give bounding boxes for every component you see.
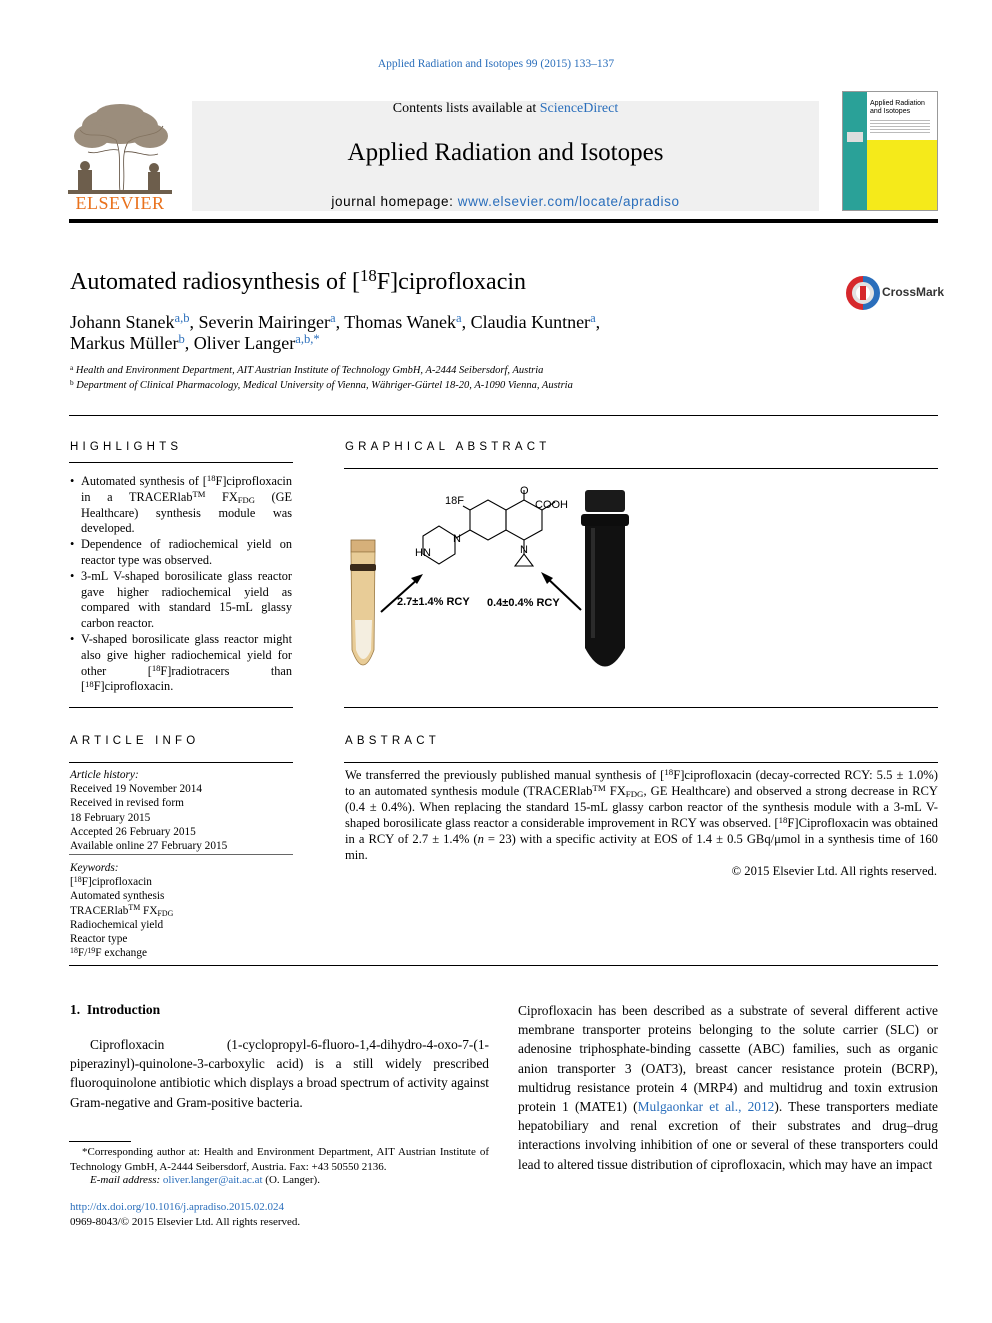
molecule-fluorine-label: 18F [445, 495, 464, 507]
footnote-rule [69, 1141, 131, 1142]
history-item: Accepted 26 February 2015 [70, 825, 196, 838]
keywords [70, 861, 292, 960]
graphical-abstract-heading: GRAPHICAL ABSTRACT [345, 441, 551, 453]
abstract-rule [344, 762, 938, 763]
elsevier-tree-icon [68, 100, 172, 194]
highlight-item: • Dependence of radiochemical yield on reactor type was observed. [70, 537, 292, 569]
molecule-hn-label: HN [415, 547, 431, 559]
header-rule [69, 219, 938, 223]
affiliation-a: $^a$ Health and Environment Department, AIT Austrian Institute of Technology GmbH, A-2444 Seibersdorf, Austria [70, 362, 544, 376]
highlight-item: • 3-mL V-shaped borosilicate glass reactor gave higher radiochemical yield as compared with standard 15-mL glassy carbon reactor. [70, 569, 292, 632]
keywords-label: Keywords: [70, 862, 119, 874]
highlights-heading: HIGHLIGHTS [70, 441, 183, 453]
author[interactable]: Johann Stanek$^{a,b}$, [70, 311, 199, 332]
history-item: Available online 27 February 2015 [70, 840, 228, 853]
author-line-1 [70, 312, 600, 333]
contents-prefix: Contents lists available at [392, 101, 540, 116]
highlight-item: • V-shaped borosilicate glass reactor might also give higher radiochemical yield for other [$^{18}$F]radiotracers than [$^{18}$F]ciprofloxacin. [70, 632, 292, 695]
email-line: E-mail address: oliver.langer@ait.ac.at (O. Langer). [90, 1174, 320, 1186]
homepage-line [192, 194, 819, 209]
glass-vial-image [350, 540, 376, 665]
journal-cover[interactable] [842, 91, 938, 211]
rcy-label-carbon: 0.4±0.4% RCY [487, 597, 560, 609]
intro-paragraph-1: Ciprofloxacin (1-cyclopropyl-6-fluoro-1,4-dihydro-4-oxo-7-(1-piperazinyl)-quinolone-3-carboxylic acid) is a still widely prescribed fluoroquinolone antibiotic which displays a broad spectrum of activity against Gram-negative and Gram-positive bacteria. [70, 1037, 489, 1110]
publisher-name: ELSEVIER [75, 193, 165, 213]
keyword: Reactor type [70, 933, 128, 946]
author[interactable]: Severin Mairinger$^a$, [198, 311, 345, 332]
keyword: Radiochemical yield [70, 918, 164, 931]
author[interactable]: Thomas Wanek$^a$, [344, 311, 471, 332]
highlight-item: • Automated synthesis of [$^{18}$F]ciprofloxacin in a TRACERlab™ $FX_{FDG}$ (GE Healthcare) synthesis module was developed. [70, 474, 292, 537]
crossmark-label: CrossMark [882, 285, 945, 299]
contents-line [192, 101, 819, 117]
molecule-n-label: N [520, 544, 528, 556]
cover-stripe [843, 92, 867, 211]
graphical-abstract-rule [344, 468, 938, 469]
journal-banner [192, 101, 819, 211]
author[interactable]: Claudia Kuntner$^a$, [470, 311, 601, 332]
copyright: © 2015 Elsevier Ltd. All rights reserved. [731, 864, 937, 878]
issn-line: 0969-8043/© 2015 Elsevier Ltd. All rights reserved. [70, 1216, 301, 1228]
highlights-list [70, 474, 292, 695]
crossmark-icon [846, 276, 880, 310]
history-item: Received in revised form [70, 797, 184, 810]
keyword: $^{18}$F/$^{19}$F exchange [70, 945, 147, 960]
title-text-2: F]ciprofloxacin [376, 269, 527, 295]
title-text: Automated radiosynthesis of [ [70, 269, 360, 295]
history-label: Article history: [70, 769, 139, 781]
abstract-bottom-rule [69, 965, 938, 966]
cover-logo [847, 132, 863, 142]
rcy-label-glass: 2.7±1.4% RCY [397, 596, 470, 608]
cover-yellow-block [867, 140, 938, 211]
author[interactable]: Markus Müller$^b$, [70, 332, 194, 353]
affiliation-b: $^b$ Department of Clinical Pharmacology, Medical University of Vienna, Währiger-Gürtel 18-20, A-1090 Vienna, Austria [70, 377, 573, 391]
title-isotope: 18 [359, 266, 377, 286]
article-info-rule [69, 762, 293, 763]
article-title [70, 266, 527, 296]
carbon-reactor-image [581, 490, 629, 667]
sciencedirect-link[interactable]: ScienceDirect [539, 101, 619, 116]
article-info-heading: ARTICLE INFO [70, 735, 200, 747]
keyword: TRACERlab™ $FX_{FDG}$ [70, 903, 174, 918]
homepage-label: journal homepage: [331, 194, 458, 209]
email-link[interactable]: oliver.langer@ait.ac.at [162, 1174, 263, 1186]
elsevier-logo[interactable] [68, 100, 172, 212]
intro-paragraph-2: Ciprofloxacin has been described as a substrate of several different active membrane transporter proteins belonging to the solute carrier (SLC) or adenosine triphosphate-binding cassette (ABC) families, such as organic anion transporter 3 (OAT3), breast cancer resistance protein (BCRP), multidrug resistance protein 4 (MRP4) and multidrug and toxin extrusion protein 1 (MATE1) (Mulgaonkar et al., 2012). These transporters mediate hepatobiliary and renal excretion of their substrates and drug–drug interactions involving inhibition of one or several of these transporters could lead to altered tissue distribution of ciprofloxacin, which may have an impact [518, 1003, 938, 1172]
citation-link[interactable]: Mulgaonkar et al., 2012 [637, 1099, 775, 1115]
molecule-oxygen-label: O [520, 485, 529, 497]
cover-title: Applied Radiation and Isotopes [870, 100, 925, 115]
divider [69, 415, 938, 416]
corresponding-author-note: *Corresponding author at: Health and Environment Department, AIT Austrian Institute of Technology GmbH, A-2444 Seibersdorf, Austria. Fax: +43 50550 2136. [70, 1146, 489, 1173]
cover-text-lines [870, 120, 930, 134]
molecule-n-label: N [453, 533, 461, 545]
doi-link[interactable]: http://dx.doi.org/10.1016/j.apradiso.2015.02.024 [70, 1201, 284, 1213]
history-item: Received 19 November 2014 [70, 783, 203, 796]
history-item: 18 February 2015 [70, 811, 151, 824]
journal-citation[interactable]: Applied Radiation and Isotopes 99 (2015) 133–137 [377, 58, 615, 70]
article-info-mid-rule [69, 854, 293, 855]
abstract-heading: ABSTRACT [345, 735, 440, 747]
journal-title: Applied Radiation and Isotopes [347, 139, 664, 166]
graphical-abstract-bottom-rule [344, 707, 938, 708]
highlights-rule [69, 462, 293, 463]
crossmark-badge[interactable] [846, 276, 945, 310]
article-history [70, 768, 292, 853]
author-line-2 [70, 333, 320, 354]
molecule-cooh-label: COOH [535, 499, 568, 511]
highlights-bottom-rule [69, 707, 293, 708]
section-heading: 1. Introduction [70, 1002, 161, 1017]
abstract-text: We transferred the previously published manual synthesis of [$^{18}$F]ciprofloxacin (decay-corrected RCY: 5.5 ± 1.0%) to an automated synthesis module (TRACERlab™ $FX_{FDG}$, GE Healthcare) and observed a strong decrease in RCY (0.4 ± 0.4%). When replacing the standard 15-mL glassy carbon reactor of the synthesis module with a 3-mL V-shaped borosilicate glass reactor a considerable improvement in RCY was observed. [$^{18}$F]Ciprofloxacin was obtained in a RCY of 2.7 ± 1.4% (n = 23) with a specific activity at EOS of 1.4 ± 0.5 GBq/μmol in a synthesis time of 160 min. [345, 767, 939, 862]
graphical-abstract-figure[interactable] [345, 480, 645, 680]
keyword: [$^{18}$F]ciprofloxacin [70, 874, 152, 889]
homepage-link[interactable]: www.elsevier.com/locate/apradiso [457, 194, 680, 209]
author[interactable]: Oliver Langer$^{a,b,*}$ [193, 332, 320, 353]
keyword: Automated synthesis [70, 890, 165, 903]
